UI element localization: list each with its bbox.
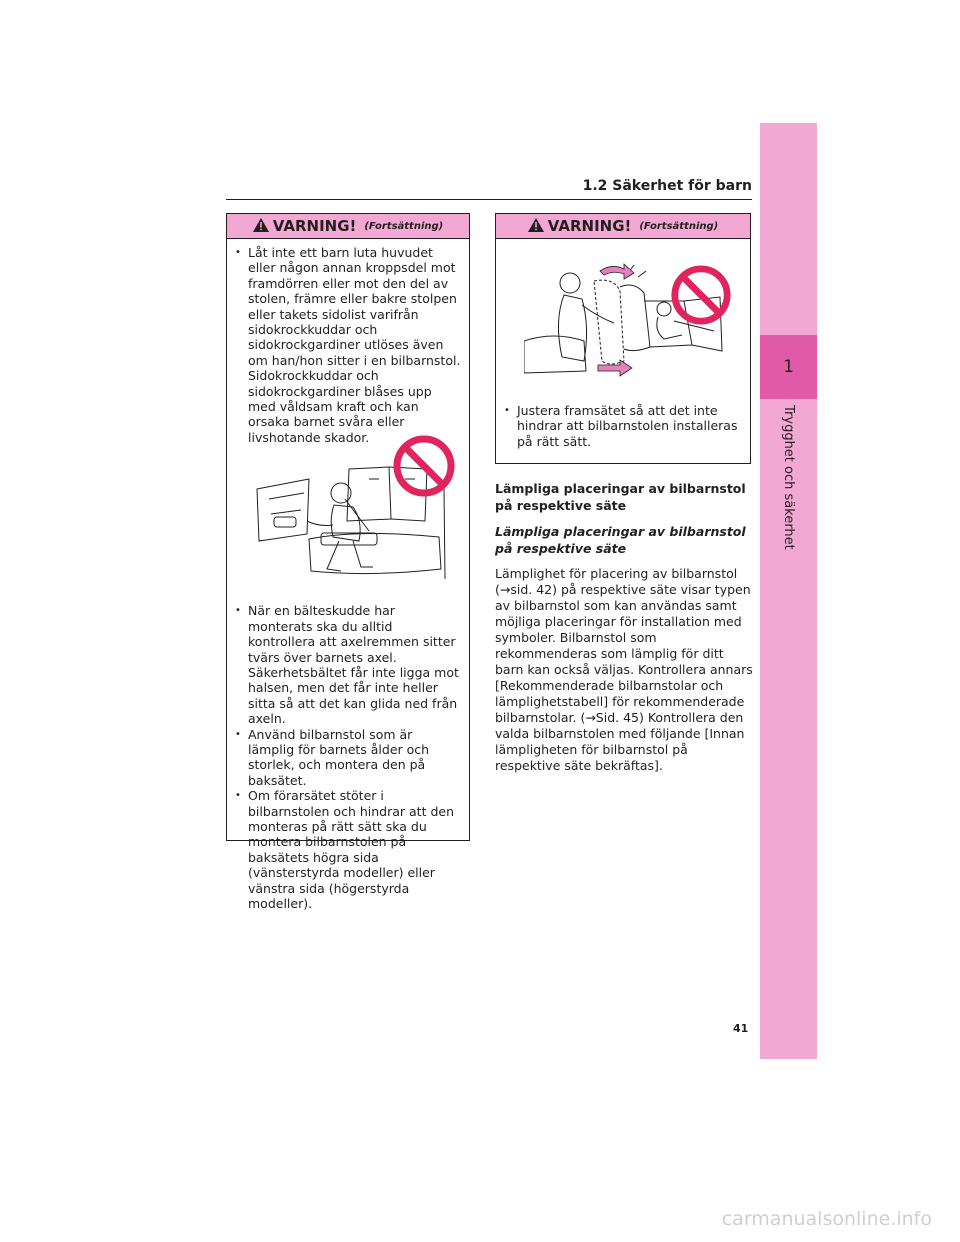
warning-bullet: • Låt inte ett barn luta huvudet eller någon annan kroppsdel mot framdörren eller mot den del av stolen, främre eller bakre stolpen eller takets sidolist varifrån sidokrockkuddar och sidokrockgardiner utlöses även om han/hon sitter i en bilbarnstol. Sidokrockkuddar och sidokrockgardiner blåses upp med våldsam kraft och kan orsaka barnet svåra eller livshotande skador. xyxy=(231,245,461,445)
watermark: carmanualsonline.info xyxy=(721,1208,932,1230)
section-title: 1.2 Säkerhet för barn xyxy=(582,178,752,194)
warning-header xyxy=(496,214,750,239)
chapter-number-tab xyxy=(760,335,817,399)
section-subheading: Lämpliga placeringar av bilbarnstol på respektive säte xyxy=(495,524,746,556)
chapter-title: Trygghet och säkerhet xyxy=(781,405,796,550)
warning-subtitle: (Fortsättning) xyxy=(364,220,444,232)
page-number: 41 xyxy=(733,1022,749,1035)
warning-triangle-icon xyxy=(528,217,544,236)
warning-box-left xyxy=(226,213,470,911)
warning-bullet-list xyxy=(496,381,750,449)
prohibition-icon xyxy=(392,434,456,502)
warning-bullet-list xyxy=(227,239,469,445)
warning-title: VARNING! xyxy=(547,217,632,235)
section-heading: Lämpliga placeringar av bilbarnstol på respektive säte xyxy=(495,481,746,513)
main-text-column xyxy=(495,480,755,774)
warning-subtitle: (Fortsättning) xyxy=(639,220,719,232)
body-paragraph: Lämplighet för placering av bilbarnstol (→sid. 42) på respektive säte visar typen av bilbarnstol som kan användas samt möjliga placeringar för installation med symboler. Bilbarnstol som rekommenderas som lämplig för ditt barn kan också väljas. Kontrollera annars [Rekommenderade bilbarnstolar och lämplighetstabell] för rekommenderade bilbarnstolar. (→Sid. 45) Kontrollera den valda bilbarnstolen med följande [Innan lämpligheten för bilbarnstol på respektive säte bekräftas]. xyxy=(495,566,753,773)
header-rule xyxy=(226,199,752,200)
warning-title: VARNING! xyxy=(272,217,357,235)
warning-bullet: • Justera framsätet så att det inte hindrar att bilbarnstolen installeras på rätt sätt. xyxy=(500,403,742,449)
warning-box-right xyxy=(495,213,751,464)
warning-bullet-list xyxy=(227,589,469,911)
warning-bullet: • Använd bilbarnstol som är lämplig för barnets ålder och storlek, och montera den på baksätet. xyxy=(231,727,461,789)
warning-triangle-icon xyxy=(253,217,269,236)
warning-bullet: • När en bälteskudde har monterats ska du alltid kontrollera att axelremmen sitter tvärs över barnets axel. Säkerhetsbältet får inte ligga mot halsen, men det får inte heller sitta så att det kan glida ned från axeln. xyxy=(231,603,461,726)
chapter-tab-column xyxy=(760,123,817,1059)
prohibition-icon xyxy=(670,264,732,330)
warning-header xyxy=(227,214,469,239)
chapter-number: 1 xyxy=(783,357,794,377)
warning-bullet: • Om förarsätet stöter i bilbarnstolen och hindrar att den monteras på rätt sätt ska du montera bilbarnstolen på baksätets högra sida (vänsterstyrda modeller) eller vänstra sida (högerstyrda modeller). xyxy=(231,788,461,911)
